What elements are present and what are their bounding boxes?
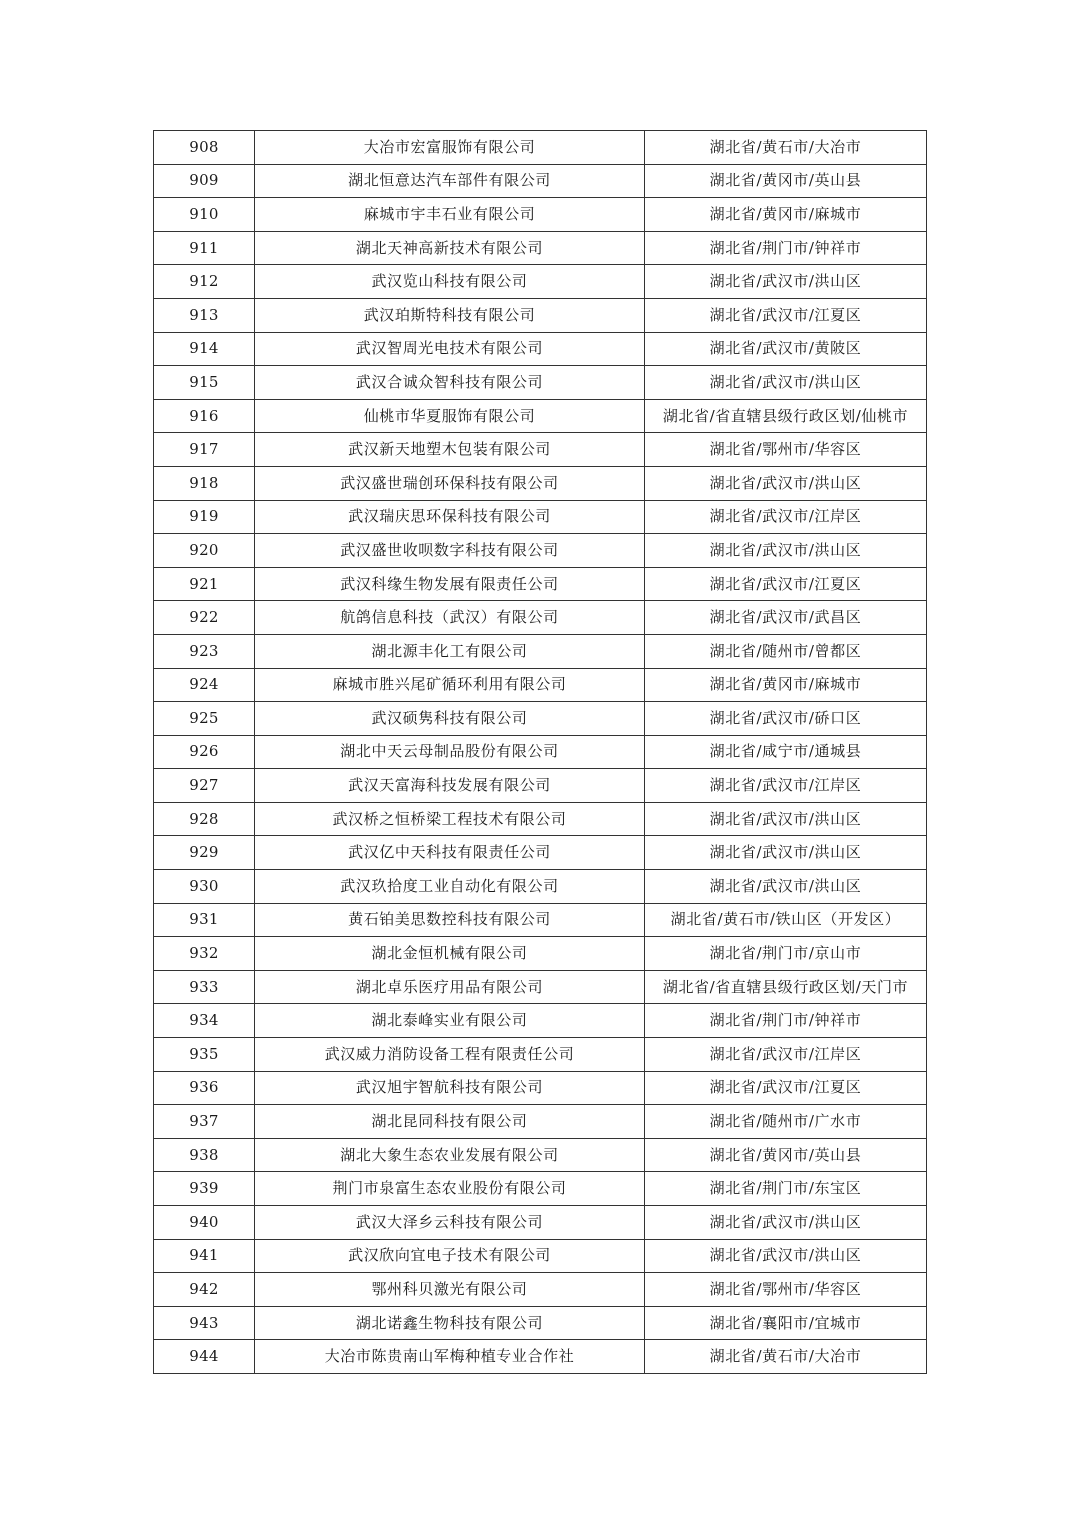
table-row bbox=[154, 433, 927, 467]
company-name-cell: 湖北金恒机械有限公司 bbox=[255, 937, 645, 971]
table-row bbox=[154, 769, 927, 803]
company-name-cell: 武汉桥之恒桥梁工程技术有限公司 bbox=[255, 802, 645, 836]
serial-number-cell: 915 bbox=[154, 366, 255, 400]
region-cell: 湖北省/武汉市/江夏区 bbox=[645, 567, 927, 601]
region-cell: 湖北省/武汉市/武昌区 bbox=[645, 601, 927, 635]
company-name-cell: 湖北恒意达汽车部件有限公司 bbox=[255, 164, 645, 198]
serial-number-cell: 937 bbox=[154, 1105, 255, 1139]
region-cell: 湖北省/武汉市/洪山区 bbox=[645, 870, 927, 904]
region-cell: 湖北省/武汉市/洪山区 bbox=[645, 1239, 927, 1273]
company-name-cell: 武汉亿中天科技有限责任公司 bbox=[255, 836, 645, 870]
serial-number-cell: 931 bbox=[154, 903, 255, 937]
table-row bbox=[154, 1172, 927, 1206]
table-row bbox=[154, 601, 927, 635]
table-row bbox=[154, 1138, 927, 1172]
company-name-cell: 航鸽信息科技（武汉）有限公司 bbox=[255, 601, 645, 635]
company-name-cell: 武汉威力消防设备工程有限责任公司 bbox=[255, 1038, 645, 1072]
region-cell: 湖北省/武汉市/洪山区 bbox=[645, 366, 927, 400]
table-row bbox=[154, 970, 927, 1004]
company-name-cell: 荆门市泉富生态农业股份有限公司 bbox=[255, 1172, 645, 1206]
company-name-cell: 麻城市宇丰石业有限公司 bbox=[255, 198, 645, 232]
serial-number-cell: 910 bbox=[154, 198, 255, 232]
serial-number-cell: 935 bbox=[154, 1038, 255, 1072]
region-cell: 湖北省/黄冈市/英山县 bbox=[645, 1138, 927, 1172]
serial-number-cell: 917 bbox=[154, 433, 255, 467]
region-cell: 湖北省/武汉市/江夏区 bbox=[645, 298, 927, 332]
table-row bbox=[154, 1239, 927, 1273]
region-cell: 湖北省/黄石市/大冶市 bbox=[645, 1340, 927, 1374]
company-name-cell: 武汉珀斯特科技有限公司 bbox=[255, 298, 645, 332]
company-name-cell: 湖北大象生态农业发展有限公司 bbox=[255, 1138, 645, 1172]
table-row bbox=[154, 702, 927, 736]
company-name-cell: 武汉览山科技有限公司 bbox=[255, 265, 645, 299]
table-row bbox=[154, 231, 927, 265]
region-cell: 湖北省/鄂州市/华容区 bbox=[645, 433, 927, 467]
table-row bbox=[154, 634, 927, 668]
serial-number-cell: 939 bbox=[154, 1172, 255, 1206]
serial-number-cell: 924 bbox=[154, 668, 255, 702]
company-name-cell: 武汉合诚众智科技有限公司 bbox=[255, 366, 645, 400]
region-cell: 湖北省/武汉市/硚口区 bbox=[645, 702, 927, 736]
region-cell: 湖北省/襄阳市/宜城市 bbox=[645, 1306, 927, 1340]
region-cell: 湖北省/鄂州市/华容区 bbox=[645, 1273, 927, 1307]
company-name-cell: 武汉盛世收呗数字科技有限公司 bbox=[255, 534, 645, 568]
serial-number-cell: 911 bbox=[154, 231, 255, 265]
table-row bbox=[154, 1273, 927, 1307]
table-row bbox=[154, 1105, 927, 1139]
serial-number-cell: 914 bbox=[154, 332, 255, 366]
serial-number-cell: 944 bbox=[154, 1340, 255, 1374]
company-name-cell: 武汉智周光电技术有限公司 bbox=[255, 332, 645, 366]
serial-number-cell: 938 bbox=[154, 1138, 255, 1172]
region-cell: 湖北省/黄冈市/麻城市 bbox=[645, 198, 927, 232]
company-name-cell: 武汉玖拾度工业自动化有限公司 bbox=[255, 870, 645, 904]
serial-number-cell: 926 bbox=[154, 735, 255, 769]
serial-number-cell: 929 bbox=[154, 836, 255, 870]
company-name-cell: 湖北昆同科技有限公司 bbox=[255, 1105, 645, 1139]
serial-number-cell: 919 bbox=[154, 500, 255, 534]
company-name-cell: 大冶市宏富服饰有限公司 bbox=[255, 131, 645, 165]
table-row bbox=[154, 836, 927, 870]
company-name-cell: 黄石铂美思数控科技有限公司 bbox=[255, 903, 645, 937]
serial-number-cell: 912 bbox=[154, 265, 255, 299]
region-cell: 湖北省/随州市/广水市 bbox=[645, 1105, 927, 1139]
region-cell: 湖北省/黄石市/大冶市 bbox=[645, 131, 927, 165]
region-cell: 湖北省/武汉市/洪山区 bbox=[645, 265, 927, 299]
region-cell: 湖北省/省直辖县级行政区划/天门市 bbox=[645, 970, 927, 1004]
region-cell: 湖北省/黄冈市/麻城市 bbox=[645, 668, 927, 702]
region-cell: 湖北省/黄石市/铁山区（开发区） bbox=[645, 903, 927, 937]
table-row bbox=[154, 399, 927, 433]
company-name-cell: 湖北源丰化工有限公司 bbox=[255, 634, 645, 668]
region-cell: 湖北省/武汉市/黄陂区 bbox=[645, 332, 927, 366]
table-row bbox=[154, 500, 927, 534]
serial-number-cell: 932 bbox=[154, 937, 255, 971]
table-row bbox=[154, 668, 927, 702]
company-name-cell: 湖北中天云母制品股份有限公司 bbox=[255, 735, 645, 769]
table-row bbox=[154, 1038, 927, 1072]
region-cell: 湖北省/荆门市/东宝区 bbox=[645, 1172, 927, 1206]
region-cell: 湖北省/武汉市/洪山区 bbox=[645, 802, 927, 836]
region-cell: 湖北省/荆门市/钟祥市 bbox=[645, 1004, 927, 1038]
serial-number-cell: 918 bbox=[154, 466, 255, 500]
serial-number-cell: 909 bbox=[154, 164, 255, 198]
company-name-cell: 武汉旭宇智航科技有限公司 bbox=[255, 1071, 645, 1105]
table-row bbox=[154, 1004, 927, 1038]
company-name-cell: 武汉瑞庆思环保科技有限公司 bbox=[255, 500, 645, 534]
company-name-cell: 武汉新天地塑木包装有限公司 bbox=[255, 433, 645, 467]
serial-number-cell: 933 bbox=[154, 970, 255, 1004]
table-row bbox=[154, 198, 927, 232]
table-row bbox=[154, 1071, 927, 1105]
table-row bbox=[154, 332, 927, 366]
company-name-cell: 武汉盛世瑞创环保科技有限公司 bbox=[255, 466, 645, 500]
region-cell: 湖北省/武汉市/江岸区 bbox=[645, 1038, 927, 1072]
table-row bbox=[154, 466, 927, 500]
company-name-cell: 仙桃市华夏服饰有限公司 bbox=[255, 399, 645, 433]
table-row bbox=[154, 870, 927, 904]
company-name-cell: 武汉欣向宜电子技术有限公司 bbox=[255, 1239, 645, 1273]
serial-number-cell: 921 bbox=[154, 567, 255, 601]
region-cell: 湖北省/省直辖县级行政区划/仙桃市 bbox=[645, 399, 927, 433]
serial-number-cell: 943 bbox=[154, 1306, 255, 1340]
table-row bbox=[154, 265, 927, 299]
table-row bbox=[154, 1306, 927, 1340]
serial-number-cell: 941 bbox=[154, 1239, 255, 1273]
company-name-cell: 麻城市胜兴尾矿循环利用有限公司 bbox=[255, 668, 645, 702]
serial-number-cell: 928 bbox=[154, 802, 255, 836]
table-row bbox=[154, 1340, 927, 1374]
region-cell: 湖北省/随州市/曾都区 bbox=[645, 634, 927, 668]
company-name-cell: 武汉硕隽科技有限公司 bbox=[255, 702, 645, 736]
company-name-cell: 湖北天神高新技术有限公司 bbox=[255, 231, 645, 265]
table-row bbox=[154, 567, 927, 601]
company-name-cell: 武汉科缘生物发展有限责任公司 bbox=[255, 567, 645, 601]
serial-number-cell: 923 bbox=[154, 634, 255, 668]
region-cell: 湖北省/武汉市/江夏区 bbox=[645, 1071, 927, 1105]
region-cell: 湖北省/武汉市/洪山区 bbox=[645, 1206, 927, 1240]
region-cell: 湖北省/武汉市/江岸区 bbox=[645, 769, 927, 803]
serial-number-cell: 934 bbox=[154, 1004, 255, 1038]
table-row bbox=[154, 735, 927, 769]
region-cell: 湖北省/咸宁市/通城县 bbox=[645, 735, 927, 769]
serial-number-cell: 913 bbox=[154, 298, 255, 332]
serial-number-cell: 940 bbox=[154, 1206, 255, 1240]
table-row bbox=[154, 937, 927, 971]
region-cell: 湖北省/武汉市/江岸区 bbox=[645, 500, 927, 534]
region-cell: 湖北省/武汉市/洪山区 bbox=[645, 466, 927, 500]
serial-number-cell: 908 bbox=[154, 131, 255, 165]
serial-number-cell: 920 bbox=[154, 534, 255, 568]
company-name-cell: 湖北诺鑫生物科技有限公司 bbox=[255, 1306, 645, 1340]
serial-number-cell: 925 bbox=[154, 702, 255, 736]
table-row bbox=[154, 1206, 927, 1240]
region-cell: 湖北省/黄冈市/英山县 bbox=[645, 164, 927, 198]
table-row bbox=[154, 298, 927, 332]
serial-number-cell: 916 bbox=[154, 399, 255, 433]
company-name-cell: 湖北泰峰实业有限公司 bbox=[255, 1004, 645, 1038]
company-name-cell: 武汉大泽乡云科技有限公司 bbox=[255, 1206, 645, 1240]
table-row bbox=[154, 802, 927, 836]
company-name-cell: 鄂州科贝激光有限公司 bbox=[255, 1273, 645, 1307]
serial-number-cell: 927 bbox=[154, 769, 255, 803]
serial-number-cell: 922 bbox=[154, 601, 255, 635]
table-row bbox=[154, 366, 927, 400]
serial-number-cell: 936 bbox=[154, 1071, 255, 1105]
company-name-cell: 武汉天富海科技发展有限公司 bbox=[255, 769, 645, 803]
serial-number-cell: 930 bbox=[154, 870, 255, 904]
company-name-cell: 湖北卓乐医疗用品有限公司 bbox=[255, 970, 645, 1004]
table-row bbox=[154, 534, 927, 568]
region-cell: 湖北省/荆门市/钟祥市 bbox=[645, 231, 927, 265]
company-list-table bbox=[153, 130, 927, 1374]
table-row bbox=[154, 164, 927, 198]
table-row bbox=[154, 903, 927, 937]
table-row bbox=[154, 131, 927, 165]
company-name-cell: 大冶市陈贵南山军梅种植专业合作社 bbox=[255, 1340, 645, 1374]
region-cell: 湖北省/荆门市/京山市 bbox=[645, 937, 927, 971]
region-cell: 湖北省/武汉市/洪山区 bbox=[645, 836, 927, 870]
region-cell: 湖北省/武汉市/洪山区 bbox=[645, 534, 927, 568]
serial-number-cell: 942 bbox=[154, 1273, 255, 1307]
table-body bbox=[154, 131, 927, 1374]
